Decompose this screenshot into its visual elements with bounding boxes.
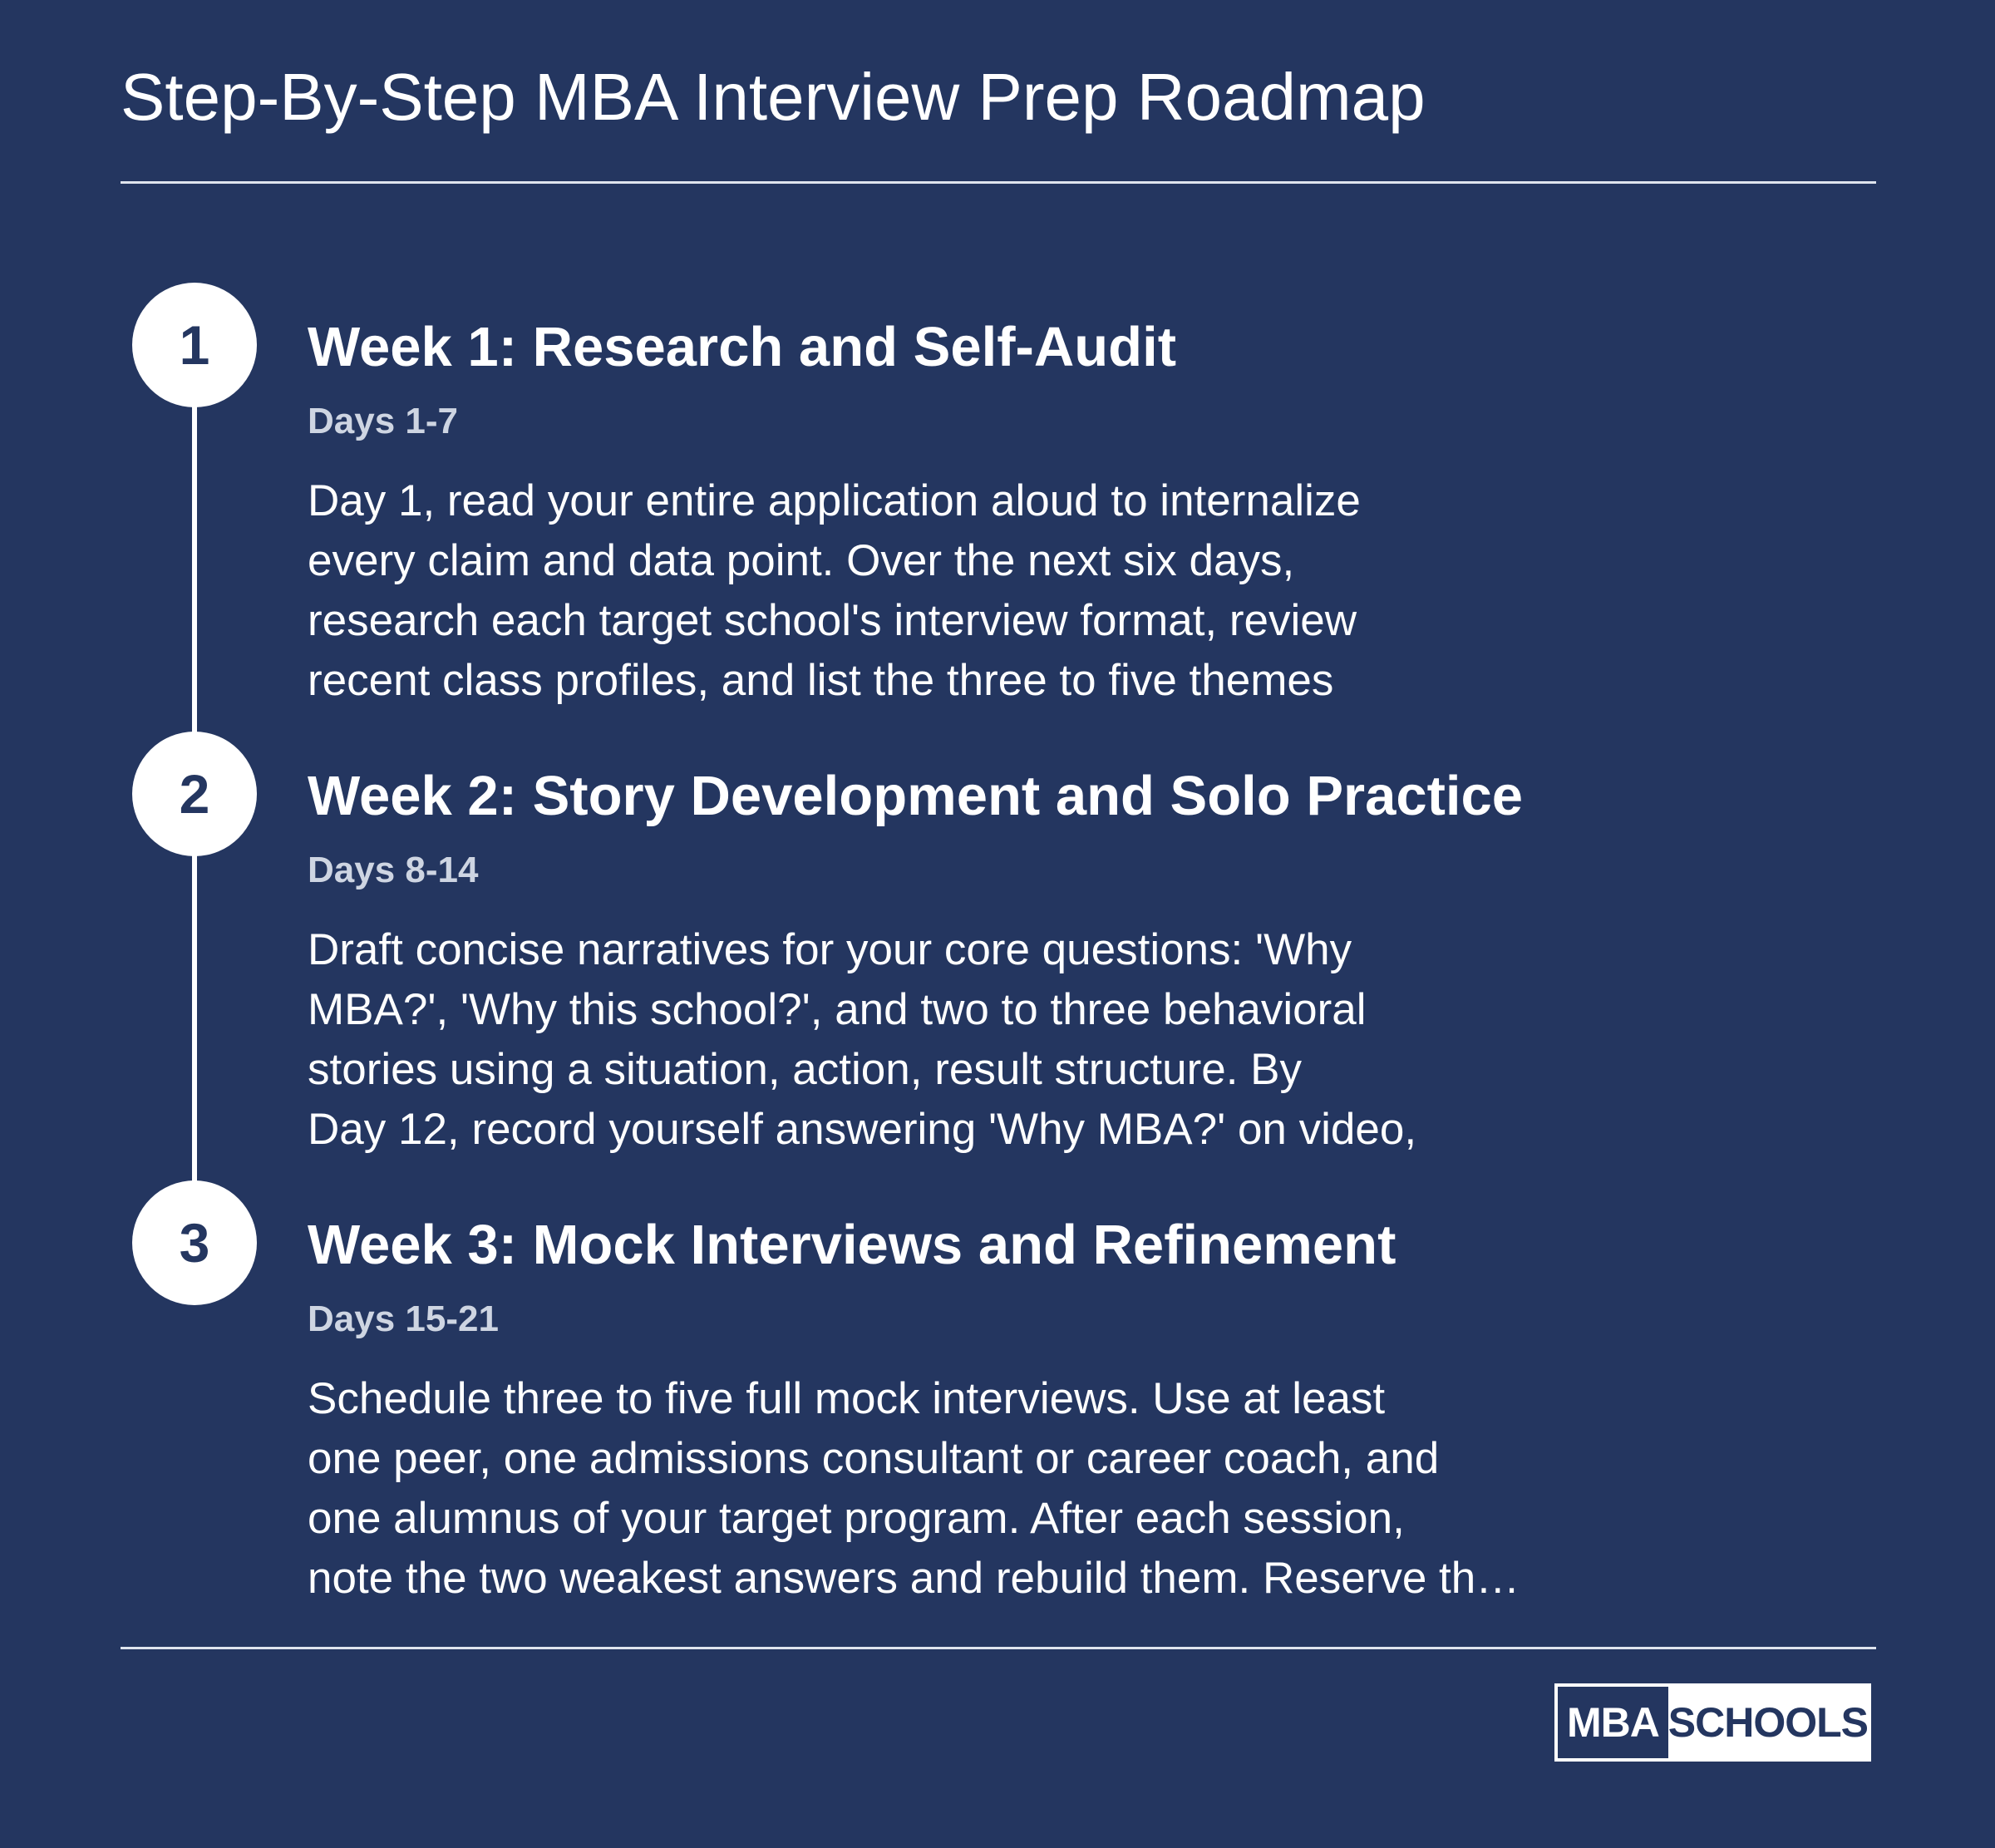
body-line: recent class profiles, and list the three to five themes bbox=[308, 656, 1334, 705]
step-3 bbox=[308, 1210, 1638, 1609]
logo-schools: SCHOOLS bbox=[1667, 1699, 1868, 1746]
mba-schools-logo bbox=[1554, 1683, 1871, 1762]
logo-mba: MBA bbox=[1558, 1687, 1668, 1758]
step-heading: Week 2: Story Development and Solo Practice bbox=[308, 765, 1524, 827]
step-days: Days 8-14 bbox=[308, 850, 479, 890]
body-line: every claim and data point. Over the next six days, bbox=[308, 536, 1295, 585]
step-days: Days 15-21 bbox=[308, 1299, 499, 1339]
step-number-badge: 3 bbox=[132, 1180, 257, 1305]
body-line: note the two weakest answers and rebuild them. Reserve th… bbox=[308, 1554, 1520, 1603]
body-line: Day 12, record yourself answering 'Why MBA?' on video, bbox=[308, 1105, 1417, 1154]
step-heading: Week 3: Mock Interviews and Refinement bbox=[308, 1214, 1396, 1276]
step-2 bbox=[308, 761, 1638, 1160]
body-line: Day 1, read your entire application aloud to internalize bbox=[308, 476, 1361, 525]
bottom-divider bbox=[121, 1647, 1876, 1649]
body-line: one alumnus of your target program. After each session, bbox=[308, 1494, 1405, 1543]
step-heading: Week 1: Research and Self-Audit bbox=[308, 316, 1177, 378]
page-title: Step-By-Step MBA Interview Prep Roadmap bbox=[121, 60, 1426, 134]
step-days: Days 1-7 bbox=[308, 401, 459, 441]
body-line: research each target school's interview format, review bbox=[308, 596, 1357, 645]
step-body bbox=[308, 1369, 1638, 1609]
body-line: stories using a situation, action, result structure. By bbox=[308, 1045, 1302, 1094]
top-divider bbox=[121, 181, 1876, 184]
body-line: Draft concise narratives for your core questions: 'Why bbox=[308, 925, 1352, 974]
body-line: one peer, one admissions consultant or career coach, and bbox=[308, 1434, 1440, 1483]
step-1 bbox=[308, 312, 1638, 711]
step-number-badge: 1 bbox=[132, 283, 257, 407]
step-body bbox=[308, 920, 1638, 1160]
body-line: Schedule three to five full mock interviews. Use at least bbox=[308, 1374, 1386, 1423]
step-body bbox=[308, 471, 1638, 711]
step-number-badge: 2 bbox=[132, 732, 257, 856]
body-line: MBA?', 'Why this school?', and two to three behavioral bbox=[308, 985, 1367, 1034]
